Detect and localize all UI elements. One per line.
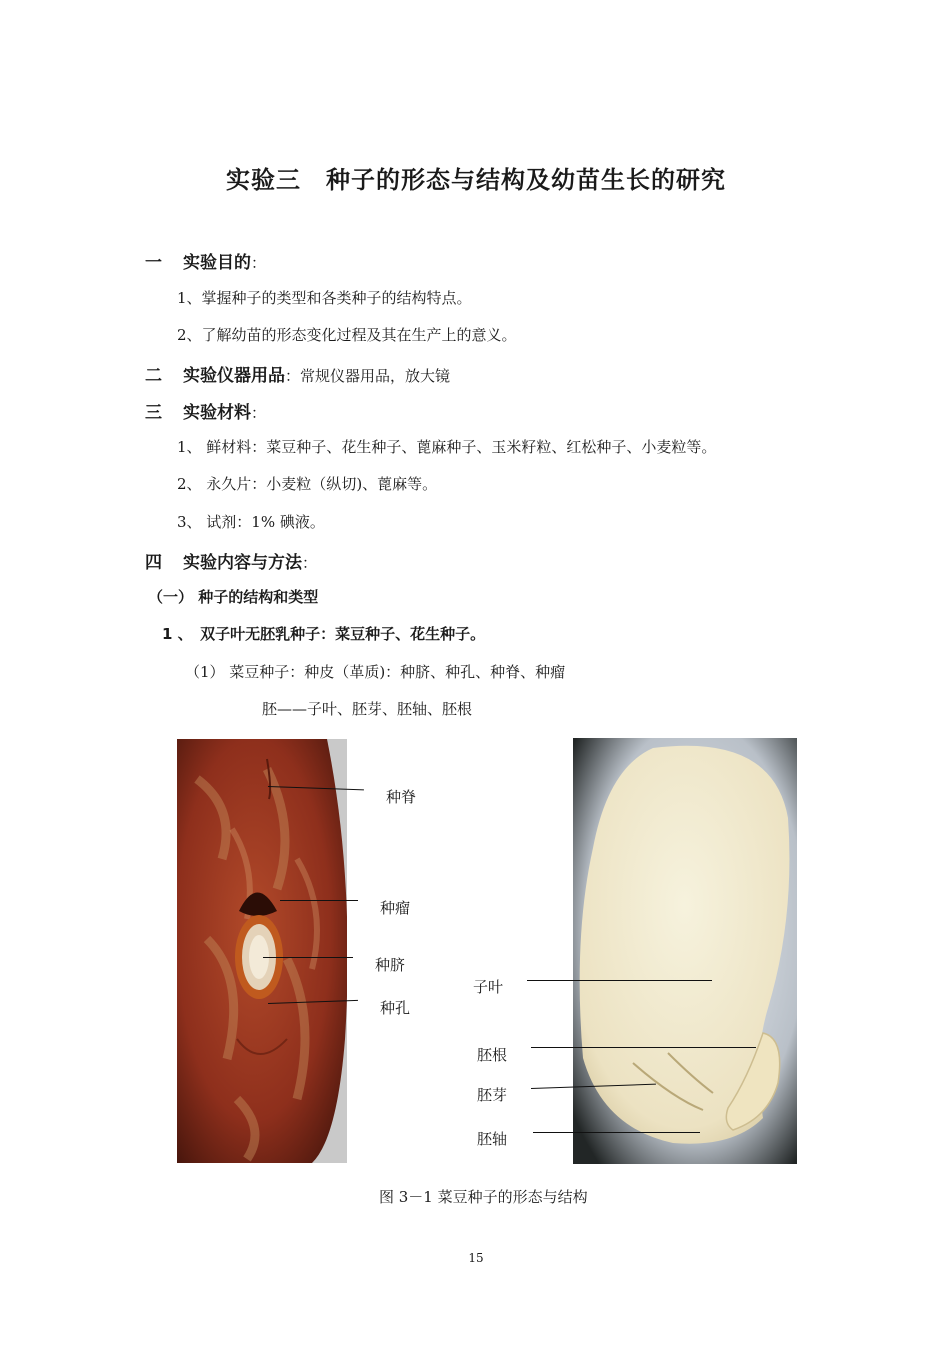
section-suffix: ： <box>302 554 318 572</box>
label-hypocotyl: 胚轴 <box>477 1130 508 1148</box>
page-number: 15 <box>468 1251 484 1265</box>
section-suffix: ： <box>251 404 267 422</box>
leader-line-cotyledon <box>527 980 712 981</box>
bean-seed-line-2: 胚——子叶、胚芽、胚轴、胚根 <box>262 700 473 718</box>
section-suffix: ： <box>251 254 267 272</box>
leader-line-hilum <box>263 957 353 958</box>
label-radicle: 胚根 <box>477 1046 508 1064</box>
section-number: 一 <box>145 253 162 273</box>
section-materials-heading <box>145 398 266 423</box>
bean-seed-line-1: （1） 菜豆种子：种皮（革质)：种脐、种孔、种脊、种瘤 <box>185 663 566 681</box>
section-suffix: ：常规仪器用品，放大镜 <box>285 367 451 385</box>
seed-interior-image <box>573 738 797 1164</box>
section-number: 二 <box>145 366 162 386</box>
section-instruments-heading <box>145 361 450 386</box>
purpose-item-1: 1、掌握种子的类型和各类种子的结构特点。 <box>177 289 472 307</box>
materials-item-2: 2、 永久片：小麦粒（纵切)、蓖麻等。 <box>177 475 438 493</box>
seed-exterior-photo <box>177 739 347 1163</box>
section-title: 实验目的 <box>183 253 251 273</box>
section-content-heading <box>145 548 317 573</box>
leader-line-radicle <box>531 1047 756 1048</box>
section-number: 三 <box>145 403 162 423</box>
section-purpose-heading <box>145 248 266 273</box>
label-micropyle: 种孔 <box>380 999 411 1017</box>
subsubsection-heading: 1 、 双子叶无胚乳种子：菜豆种子、花生种子。 <box>162 625 486 643</box>
subsection-heading: （一） 种子的结构和类型 <box>148 588 319 606</box>
figure-caption: 图 3－1 菜豆种子的形态与结构 <box>379 1188 588 1206</box>
seed-exterior-image <box>177 739 347 1163</box>
leader-line-hypocotyl <box>533 1132 700 1133</box>
section-title: 实验仪器用品 <box>183 366 285 386</box>
section-number: 四 <box>145 553 162 573</box>
purpose-item-2: 2、了解幼苗的形态变化过程及其在生产上的意义。 <box>177 326 517 344</box>
label-hilum: 种脐 <box>375 956 406 974</box>
page-title: 实验三 种子的形态与结构及幼苗生长的研究 <box>226 166 726 194</box>
materials-item-1: 1、 鲜材料：菜豆种子、花生种子、蓖麻种子、玉米籽粒、红松种子、小麦粒等。 <box>177 438 717 456</box>
leader-line-strophiole <box>280 900 358 901</box>
label-raphe: 种脊 <box>386 788 417 806</box>
label-strophiole: 种瘤 <box>380 899 411 917</box>
section-title: 实验内容与方法 <box>183 553 302 573</box>
label-plumule: 胚芽 <box>477 1086 508 1104</box>
seed-interior-photo <box>573 738 797 1164</box>
section-title: 实验材料 <box>183 403 251 423</box>
label-cotyledon: 子叶 <box>473 978 504 996</box>
materials-item-3: 3、 试剂：1% 碘液。 <box>177 513 325 531</box>
